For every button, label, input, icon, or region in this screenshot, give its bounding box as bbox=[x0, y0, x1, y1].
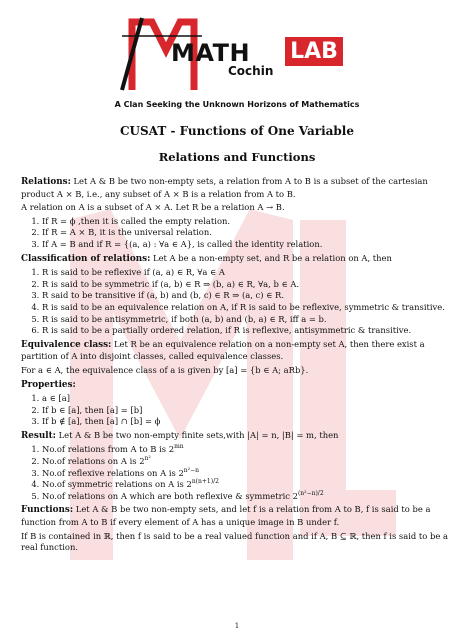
relations-text: Let A & B be two non-empty sets, a relation from A to B is a subset of the cartesian product A × B, i.e., any subset of A × B is a relation from A to B. bbox=[21, 176, 428, 199]
list-item bbox=[42, 468, 457, 480]
result-heading: Result: bbox=[21, 430, 56, 441]
result-item-text: No.of relations on A which are both reflexive & symmetric 2 bbox=[42, 490, 298, 501]
list-item: 1. If R = ϕ ,then it is called the empty relation. bbox=[42, 216, 457, 228]
list-item: 3. R said to be transitive if (a, b) and (b, c) ∈ R ⇒ (a, c) ∈ R. bbox=[42, 290, 457, 302]
properties-heading: Properties: bbox=[21, 379, 76, 390]
logo-tagline: A Clan Seeking the Unknown Horizons of Mathematics bbox=[114, 100, 360, 109]
list-item bbox=[42, 491, 457, 503]
list-item: 2. R is said to be symmetric if (a, b) ∈ R ⇒ (b, a) ∈ R, ∀a, b ∈ A. bbox=[42, 279, 457, 291]
logo-place: Cochin bbox=[228, 64, 274, 78]
equivalence-line2: For a ∈ A, the equivalence class of a is given by [a] = {b ∈ A; aRb}. bbox=[21, 364, 309, 375]
list-item: 2. If R = A × B, it is the universal relation. bbox=[42, 227, 457, 239]
list-item: 5. R is said to be antisymmetric, if both (a, b) and (b, a) ∈ R, iff a = b. bbox=[42, 314, 457, 326]
classification-text: Let A be a non-empty set, and R be a relation on A, then bbox=[153, 252, 392, 263]
list-item: 3. If b ∉ [a], then [a] ∩ [b] = ϕ bbox=[42, 416, 457, 428]
functions-paragraph bbox=[21, 504, 457, 528]
functions-line2: If B is contained in ℝ, then f is said to be a real valued function and if A, B ⊆ ℝ, then f is said to be a real function. bbox=[21, 530, 448, 553]
equivalence-text: Let R be an equivalence relation on a non-empty set A, then there exist a partition of A into disjoint classes, called equivalence classes. bbox=[21, 338, 425, 362]
list-item: 1. a ∈ [a] bbox=[42, 393, 457, 405]
logo-box: LAB bbox=[285, 37, 343, 66]
properties-list bbox=[21, 393, 457, 428]
document-subtitle: Relations and Functions bbox=[158, 150, 316, 164]
result-item-text: No.of symmetric relations on A is 2 bbox=[42, 479, 192, 490]
list-item: 2. If b ∈ [a], then [a] = [b] bbox=[42, 405, 457, 417]
list-item: 4. R is said to be an equivalence relation on A, if R is said to be reflexive, symmetric & transitive. bbox=[42, 302, 457, 314]
document-body bbox=[21, 176, 457, 556]
list-item bbox=[42, 456, 457, 468]
result-item-text: No.of relations on A is 2 bbox=[42, 456, 145, 467]
classification-paragraph bbox=[21, 253, 457, 266]
list-item: 1. R is said to be reflexive if (a, a) ∈ R, ∀a ∈ A bbox=[42, 267, 457, 279]
page-number: 1 bbox=[234, 622, 240, 630]
equivalence-heading: Equivalence class: bbox=[21, 339, 112, 350]
result-item-text: No.of relations from A to B is 2 bbox=[42, 444, 175, 455]
result-list bbox=[21, 444, 457, 502]
equivalence-paragraph bbox=[21, 339, 457, 363]
list-item: 3. If A = B and if R = {(a, a) : ∀a ∈ A}, is called the identity relation. bbox=[42, 239, 457, 251]
relations-heading: Relations: bbox=[21, 177, 71, 187]
classification-heading: Classification of relations: bbox=[21, 253, 151, 264]
relations-line2: A relation on A is a subset of A × A. Let R be a relation A → B. bbox=[21, 202, 285, 213]
classification-list bbox=[21, 267, 457, 337]
list-item bbox=[42, 479, 457, 491]
result-item-exponent: n² bbox=[144, 455, 151, 463]
result-item-exponent: mn bbox=[174, 443, 184, 451]
result-item-exponent: n²−n bbox=[183, 466, 199, 474]
functions-heading: Functions: bbox=[21, 505, 74, 516]
logo-word: MATH bbox=[171, 39, 251, 67]
result-item-text: No.of reflexive relations on A is 2 bbox=[42, 467, 184, 478]
relations-list bbox=[21, 216, 457, 251]
list-item: 6. R is said to be a partially ordered relation, if R is reflexive, antisymmetric & transitive. bbox=[42, 325, 457, 337]
list-item bbox=[42, 444, 457, 456]
relations-paragraph bbox=[21, 176, 457, 200]
result-paragraph bbox=[21, 430, 457, 443]
functions-text: Let A & B be two non-empty sets, and let f is a relation from A to B, f is said to be a function from A to B if every element of A has a unique image in B under f. bbox=[21, 504, 431, 528]
result-item-exponent: n(n+1)/2 bbox=[191, 478, 219, 486]
result-text: Let A & B be two non-empty finite sets,with |A| = n, |B| = m, then bbox=[58, 429, 339, 440]
properties-paragraph bbox=[21, 379, 457, 392]
result-item-exponent: (n²−n)/2 bbox=[297, 490, 324, 498]
document-title: CUSAT - Functions of One Variable bbox=[120, 124, 354, 138]
